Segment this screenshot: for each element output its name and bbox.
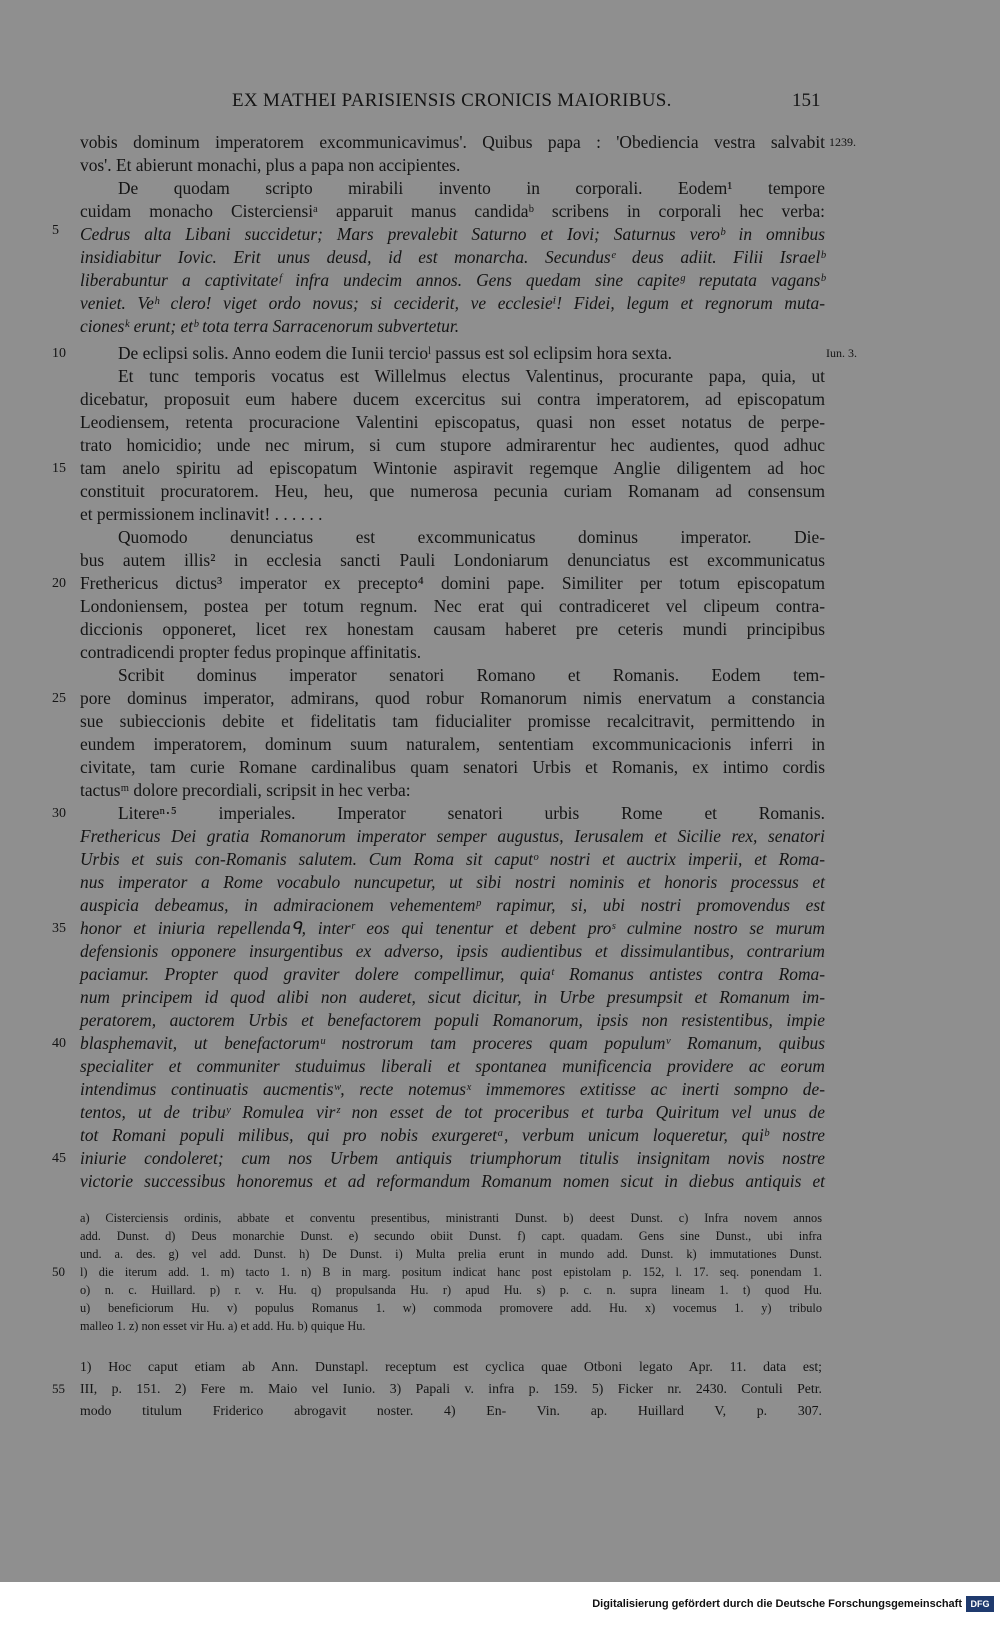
text-line: et permissionem inclinavit! . . . . . . — [80, 504, 323, 524]
text-line: tentos, ut de tribuʸ Romulea virᶻ non esset de tot proceribus et turba Quiritum vel unus de — [80, 1102, 825, 1122]
footnote-line: modo titulum Friderico abrogavit noster. 4) En- Vin. ap. Huillard V, p. 307. — [80, 1403, 822, 1418]
running-header — [0, 90, 1000, 120]
text-line: contradicendi propter fedus propinque affinitatis. — [80, 642, 422, 662]
text-line: Urbis et suis con-Romanis salutem. Cum Roma sit caputᵒ nostri et auctrix imperii, et Roma- — [80, 849, 825, 869]
text-line: dicebatur, proposuit eum habere ducem excercitus sui contra imperatorem, ad episcopatum — [80, 389, 825, 409]
text-line: auspicia debeamus, in admiracionem vehementemᵖ rapimur, si, ubi nostri promovendus est — [80, 895, 825, 915]
footnote-line: III, p. 151. 2) Fere m. Maio vel Iunio. 3) Papali v. infra p. 159. 5) Ficker nr. 2430. Contuli Petr. — [80, 1381, 822, 1396]
text-line: tot Romani populi milibus, qui pro nobis exurgeretᵃ, verbum unicum loqueretur, quiᵇ nostre — [80, 1125, 825, 1145]
text-line: sue subieccionis debite et fidelitatis tam fiducialiter promisse recalcitravit, permittendo in — [80, 711, 825, 731]
line-number: 40 — [52, 1036, 66, 1051]
apparatus-line: o) n. c. Huillard. p) r. v. Hu. q) propulsanda Hu. r) apud Hu. s) p. c. n. supra lineam 1. t) quod Hu. — [80, 1283, 822, 1297]
digitization-footer — [0, 1582, 1000, 1632]
text-line: bus autem illis² in ecclesia sancti Pauli Londoniarum denunciatus est excommunicatus — [80, 550, 825, 570]
text-line: intendimus continuatis aucmentisʷ, recte notemusˣ immemores extitisse ac inerti sompno de- — [80, 1079, 825, 1099]
text-line: eundem imperatorem, dominum suum naturalem, sententiam excommunicacionis inferri in — [80, 734, 825, 754]
text-line: diccionis opponeret, licet rex honestam causam haberet pre ceteris mundi principibus — [80, 619, 825, 639]
text-line: defensionis opponere insurgentibus ex adverso, ipsis audientibus et dissimulantibus, contrarium — [80, 941, 825, 961]
text-line: specialiter et communiter studuimus liberali et spontanea munificencia providere ac eorum — [80, 1056, 825, 1076]
line-number: 15 — [52, 461, 66, 476]
apparatus-line: l) die iterum add. 1. m) tacto 1. n) B in marg. positum indicat hanc post epistolam p. 152, l. 17. seq. ponendam 1. — [80, 1265, 822, 1279]
text-line: tactusᵐ dolore precordiali, scripsit in hec verba: — [80, 780, 411, 800]
section-heading-line: Scribit dominus imperator senatori Romano et Romanis. Eodem tem- — [118, 665, 825, 685]
line-number: 25 — [52, 691, 66, 706]
text-line: liberabuntur a captivitateᶠ infra undecim annos. Gens quedam sine capiteᵍ reputata vagansᵇ — [80, 270, 825, 290]
text-line: paciamur. Propter quod graviter dolere compellimur, quiaᵗ Romanus antistes contra Roma- — [80, 964, 825, 984]
text-line: blasphemavit, ut benefactorumᵘ nostrorum tam proceres quam populumᵛ Romanum, quibus — [80, 1033, 825, 1053]
text-line: veniet. Veʰ clero! viget ordo novus; si ceciderit, ve ecclesieⁱ! Fidei, legum et regnorum muta- — [80, 293, 825, 313]
line-number: 55 — [52, 1381, 65, 1396]
dfg-logo-icon: DFG — [966, 1596, 994, 1612]
text-line: Leodiensem, retenta procuracione Valentini episcopatus, quasi non esset notatus de perpe- — [80, 412, 825, 432]
section-heading-line: De quodam scripto mirabili invento in corporali. Eodem¹ tempore — [118, 178, 825, 198]
line-number: 35 — [52, 921, 66, 936]
apparatus-line: add. Dunst. d) Deus monarchie Dunst. e) secundo obiit Dunst. f) capt. quadam. Gens sine Dunst., ubi infra — [80, 1229, 822, 1243]
text-line: trato homicidio; unde nec mirum, si cum stupore admirarentur hec audientes, quod adhuc — [80, 435, 825, 455]
text-line: Frethericus Dei gratia Romanorum imperator semper augustus, Ierusalem et Sicilie rex, senatori — [80, 826, 825, 846]
funding-credit: Digitalisierung gefördert durch die Deutsche Forschungsgemeinschaft — [592, 1598, 962, 1610]
line-number: 50 — [52, 1264, 65, 1279]
section-heading-line: Litereⁿ·⁵ imperiales. Imperator senatori urbis Rome et Romanis. — [118, 803, 825, 823]
text-line: cuidam monacho Cisterciensiᵃ apparuit manus candidaᵇ scribens in corporali hec verba: — [80, 201, 825, 221]
margin-year: 1239. — [829, 135, 856, 149]
text-line: num principem id quod alibi non auderet, sicut dicitur, in Urbe presumpsit et Romanum im- — [80, 987, 825, 1007]
running-title: EX MATHEI PARISIENSIS CRONICIS MAIORIBUS. — [232, 90, 672, 111]
page-number: 151 — [792, 90, 821, 111]
text-line: iniurie condoleret; cum nos Urbem antiquis triumphorum titulis insignitam novis nostre — [80, 1148, 825, 1168]
apparatus-line: u) beneficiorum Hu. v) populus Romanus 1. w) commoda promovere add. Hu. x) vocemus 1. y) tribulo — [80, 1301, 822, 1315]
footnote-line: 1) Hoc caput etiam ab Ann. Dunstapl. receptum est cyclica quae Otboni legato Apr. 11. data est; — [80, 1359, 822, 1374]
text-line: insidiabitur Iovic. Erit unus deusd, id est monarcha. Secundusᵉ deus adiit. Filii Israelᵇ — [80, 247, 825, 267]
text-line: vobis dominum imperatorem excommunicavimus'. Quibus papa : 'Obediencia vestra salvabit — [80, 132, 825, 152]
apparatus-line: a) Cisterciensis ordinis, abbate et conventu presentibus, ministranti Dunst. b) deest Dunst. c) Infra novem annos — [80, 1211, 822, 1225]
text-line: constituit procuratorem. Heu, heu, que numerosa pecunia curiam Romanam ad consensum — [80, 481, 825, 501]
text-line: pore dominus imperator, admirans, quod robur Romanorum nimis enervatum a constancia — [80, 688, 825, 708]
line-number: 20 — [52, 576, 66, 591]
text-line: Frethericus dictus³ imperator ex precepto⁴ domini pape. Similiter per totum episcopatum — [80, 573, 825, 593]
text-line: victorie successibus honoremus et ad reformandum Romanum nomen sicut in diebus antiquis et — [80, 1171, 825, 1191]
section-heading-line: Quomodo denunciatus est excommunicatus dominus imperator. Die- — [118, 527, 825, 547]
text-line: Cedrus alta Libani succidetur; Mars prevalebit Saturno et Iovi; Saturnus veroᵇ in omnibus — [80, 224, 825, 244]
text-line: Et tunc temporis vocatus est Willelmus electus Valentinus, procurante papa, quia, ut — [118, 366, 825, 386]
text-line: tam anelo spiritu ad episcopatum Wintonie aspiravit regemque Anglie diligentem ad hoc — [80, 458, 825, 478]
line-number: 45 — [52, 1151, 66, 1166]
line-number: 5 — [52, 223, 59, 238]
line-number: 30 — [52, 806, 66, 821]
apparatus-line: malleo 1. z) non esset vir Hu. a) et add. Hu. b) quique Hu. — [80, 1319, 366, 1333]
text-line: peratorem, auctorem Urbis et benefactorem populi Romanorum, ipsis non resistentibus, impie — [80, 1010, 825, 1030]
margin-date: Iun. 3. — [826, 346, 857, 360]
text-line: Londoniensem, postea per totum regnum. Nec erat qui contradiceret vel clipeum contra- — [80, 596, 825, 616]
line-number: 10 — [52, 346, 66, 361]
text-line: cionesᵏ erunt; etᵇ tota terra Sarracenorum subvertetur. — [80, 316, 460, 336]
text-line: honor et iniuria repellendaᑫ, interʳ eos qui tenentur et debent proˢ culmine nostro se murum — [80, 918, 825, 938]
text-line: vos'. Et abierunt monachi, plus a papa non accipientes. — [80, 155, 461, 175]
text-line: civitate, tam curie Romane cardinalibus quam senatori Urbis et Romanis, ex intimo cordis — [80, 757, 825, 777]
apparatus-line: und. a. des. g) vel add. Dunst. h) De Dunst. i) Multa prelia erunt in mundo add. Dunst. k) immutationes Dunst. — [80, 1247, 822, 1261]
text-line: nus imperator a Rome vocabulo nuncupetur, ut sibi nostri nominis et honoris processus et — [80, 872, 825, 892]
section-heading-line: De eclipsi solis. Anno eodem die Iunii tercioˡ passus est sol eclipsim hora sexta. — [118, 343, 672, 363]
